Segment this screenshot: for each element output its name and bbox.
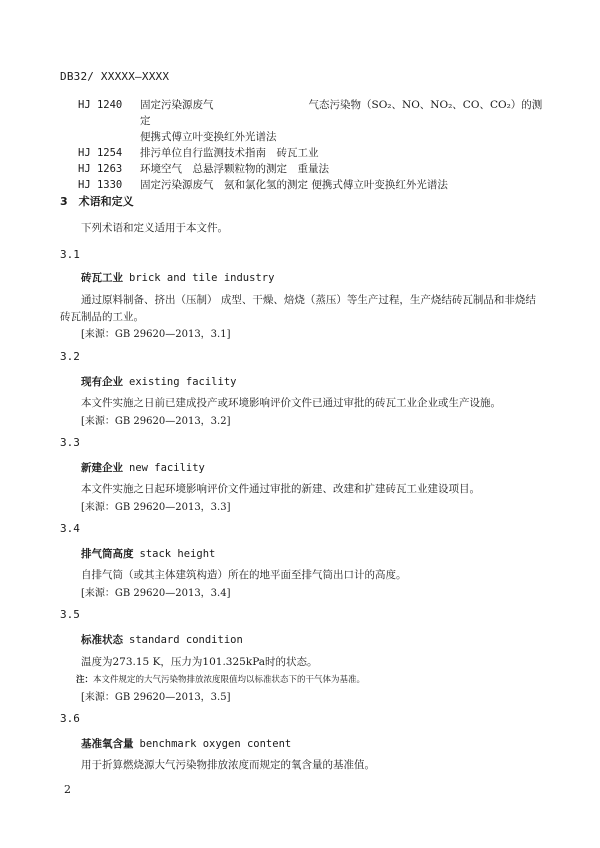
- term-chinese: 排气筒高度: [81, 548, 134, 560]
- reference-code: HJ 1263: [78, 163, 123, 175]
- term-definition: 温度为273.15 K，压力为101.325kPa时的状态。: [81, 656, 318, 668]
- term-chinese: 新建企业: [81, 462, 123, 474]
- term-english: standard condition: [129, 634, 243, 646]
- term-title: [81, 270, 274, 285]
- term-definition: 用于折算燃烧源大气污染物排放浓度而规定的氧含量的基准值。: [81, 759, 375, 771]
- clause-number: 3.6: [60, 712, 80, 725]
- reference-title-continuation: 便携式傅立叶变换红外光谱法: [140, 131, 277, 143]
- term-chinese: 基准氧含量: [81, 738, 134, 750]
- reference-title: 固定污染源废气 氨和氯化氢的测定 便携式傅立叶变换红外光谱法: [140, 179, 448, 191]
- clause-number: 3.2: [60, 350, 80, 363]
- note-label: 注：: [76, 675, 94, 685]
- clause-number: 3.3: [60, 436, 80, 449]
- term-chinese: 标准状态: [81, 634, 123, 646]
- reference-code: HJ 1330: [78, 179, 123, 191]
- normative-reference-list: [78, 97, 548, 193]
- term-title: [81, 632, 243, 647]
- term-note: [76, 673, 365, 685]
- clause-number: 3.5: [60, 608, 80, 621]
- term-title: [81, 546, 215, 561]
- clause-number: 3.4: [60, 522, 80, 535]
- reference-title: 排污单位自行监测技术指南 砖瓦工业: [140, 147, 319, 159]
- term-chinese: 现有企业: [81, 376, 123, 388]
- reference-code: HJ 1240: [78, 99, 123, 111]
- term-english: existing facility: [129, 376, 237, 388]
- reference-title: 环境空气 总悬浮颗粒物的测定 重量法: [140, 163, 329, 175]
- term-definition: 通过原料制备、挤出（压制） 成型、干燥、焙烧（蒸压）等生产过程，生产烧结砖瓦制品和非烧结砖瓦制品的工业。: [60, 294, 536, 323]
- clause-number: 3.1: [60, 248, 80, 261]
- term-source: [来源：GB 29620—2013，3.2]: [81, 416, 231, 427]
- term-english: stack height: [139, 548, 216, 560]
- term-english: benchmark oxygen content: [139, 738, 292, 750]
- reference-item: [78, 145, 548, 161]
- term-title: [81, 736, 291, 751]
- term-english: new facility: [129, 462, 205, 474]
- page-number: 2: [64, 783, 71, 796]
- section-intro: 下列术语和定义适用于本文件。: [81, 222, 228, 234]
- reference-item: [78, 161, 548, 177]
- note-text: 本文件规定的大气污染物排放浓度限值均以标准状态下的干气体为基准。: [93, 675, 366, 685]
- document-code: DB32/ XXXXX—XXXX: [60, 70, 170, 83]
- term-source: [来源：GB 29620—2013，3.5]: [81, 692, 231, 703]
- reference-item: [78, 97, 548, 129]
- reference-title: 固定污染源废气 气态污染物（SO₂、NO、NO₂、CO、CO₂）的测定: [140, 99, 543, 127]
- reference-code: HJ 1254: [78, 147, 123, 159]
- term-definition: 自排气筒（或其主体建筑构造）所在的地平面至排气筒出口计的高度。: [81, 569, 407, 581]
- term-source: [来源：GB 29620—2013，3.4]: [81, 588, 231, 599]
- term-source: [来源：GB 29620—2013，3.3]: [81, 502, 231, 513]
- term-source: [来源：GB 29620—2013，3.1]: [81, 329, 231, 340]
- term-definition: 本文件实施之日起环境影响评价文件通过审批的新建、改建和扩建砖瓦工业建设项目。: [81, 483, 480, 495]
- term-definition: 本文件实施之日前已建成投产或环境影响评价文件已通过审批的砖瓦工业企业或生产设施。: [81, 397, 501, 409]
- reference-item: [78, 177, 548, 193]
- term-title: [81, 374, 236, 389]
- section-heading: 3 术语和定义: [60, 195, 134, 208]
- term-english: brick and tile industry: [129, 272, 275, 284]
- term-title: [81, 460, 205, 475]
- term-chinese: 砖瓦工业: [81, 272, 123, 284]
